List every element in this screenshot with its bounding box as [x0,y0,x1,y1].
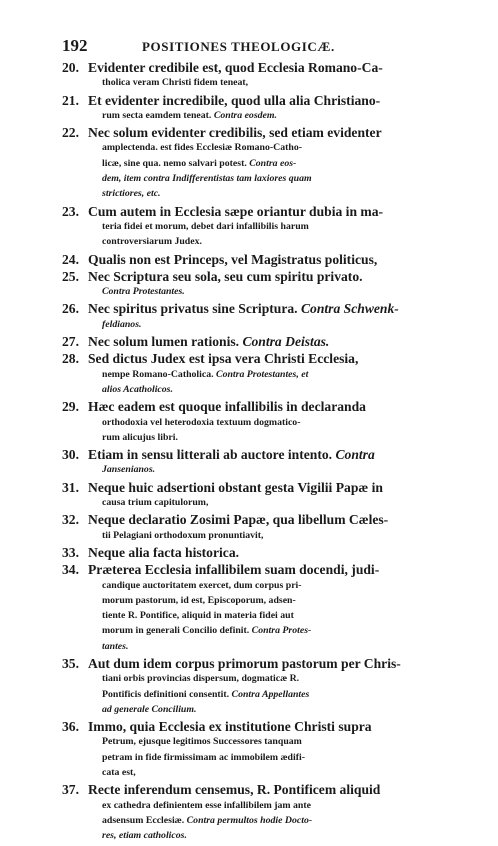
text-line [88,252,454,267]
italic-text: Contra Schwenk- [300,301,399,317]
text-line [88,60,454,75]
body-text: Recte inferendum censemus, R. Pontificem aliquid [88,782,381,798]
text-line [88,578,454,593]
thesis-text [88,269,454,300]
body-text: Nec spiritus privatus sine Scriptura. [88,301,301,317]
thesis-number: 29. [62,399,79,415]
text-line [88,75,454,90]
italic-text: strictiores, etc. [102,188,161,200]
text-line [88,719,454,734]
thesis-number: 27. [62,334,79,350]
thesis-number: 35. [62,655,79,671]
italic-text: feldianos. [102,318,142,330]
body-text: Neque alia facta historica. [88,544,240,560]
text-line [88,623,454,638]
body-text: ex cathedra definientem esse infallibilem jam ante [102,799,311,811]
body-text: Qualis non est Princeps, vel Magistratus politicus, [88,251,378,267]
italic-text: ad generale Concilium. [102,703,197,715]
text-line [88,462,454,477]
thesis-item [62,399,454,445]
text-line [88,512,454,527]
italic-text: res, etiam catholicos. [102,830,187,842]
body-text: orthodoxia vel heterodoxia textuum dogmatico- [102,416,301,428]
thesis-item [62,60,454,91]
text-line [88,367,454,382]
italic-text: Contra Protes- [251,625,312,637]
body-text: rum secta eamdem teneat. [102,109,214,121]
thesis-text [88,334,454,349]
thesis-text [88,399,454,445]
body-text: rum alicujus libri. [102,431,178,443]
body-text: controversiarum Judex. [102,236,202,248]
thesis-item [62,562,454,654]
body-text: Cum autem in Ecclesia sæpe oriantur dubia in ma- [88,203,384,219]
text-line [88,351,454,366]
text-line [88,734,454,749]
text-line [88,284,454,299]
thesis-text [88,545,454,560]
body-text: Evidenter credibile est, quod Ecclesia Romano-Ca- [88,60,383,75]
thesis-item [62,782,454,843]
thesis-item [62,512,454,543]
body-text: Hæc eadem est quoque infallibilis in declaranda [88,399,366,415]
text-line [88,219,454,234]
text-line [88,702,454,717]
thesis-item [62,719,454,780]
text-line [88,593,454,608]
thesis-text [88,60,454,91]
thesis-text [88,301,454,332]
body-text: Nec solum evidenter credibilis, sed etiam evidenter [88,125,382,141]
italic-text: Contra eosdem. [213,109,277,121]
thesis-text [88,719,454,780]
thesis-item [62,334,454,349]
body-text: nempe Romano-Catholica. [102,368,217,380]
thesis-number: 22. [62,125,79,141]
body-text: tii Pelagiani orthodoxum pronuntiavit, [102,529,264,541]
body-text: tiani orbis provincias dispersum, dogmaticæ R. [102,673,300,685]
body-text: teria fidei et morum, debet dari infallibilis harum [102,220,309,232]
text-line [88,171,454,186]
thesis-item [62,252,454,267]
thesis-text [88,351,454,397]
thesis-number: 33. [62,544,79,560]
text-line [88,334,454,349]
text-line [88,765,454,780]
italic-text: Contra Protestantes, et [216,368,309,380]
thesis-text [88,562,454,654]
thesis-text [88,204,454,250]
thesis-number: 36. [62,719,79,735]
thesis-number: 32. [62,512,79,528]
body-text: amplectenda. est fides Ecclesiæ Romano-Catho- [102,142,302,154]
body-text: morum in generali Concilio definit. [102,625,252,637]
thesis-number: 25. [62,268,79,284]
thesis-number: 37. [62,782,79,798]
text-line [88,608,454,623]
text-line [88,108,454,123]
text-line [88,656,454,671]
thesis-text [88,125,454,201]
italic-text: Contra Protestantes. [102,286,185,298]
text-line [88,399,454,414]
text-line [88,671,454,686]
body-text: cata est, [102,767,136,779]
thesis-item [62,447,454,478]
text-line [88,782,454,797]
thesis-item [62,125,454,201]
thesis-list [62,60,454,846]
italic-text: Contra Deistas. [242,334,330,350]
text-line [88,382,454,397]
thesis-item [62,301,454,332]
thesis-item [62,351,454,397]
text-line [88,93,454,108]
thesis-number: 21. [62,92,79,108]
body-text: candique auctoritatem exercet, dum corpus pri- [102,579,302,591]
text-line [88,140,454,155]
text-line [88,562,454,577]
page-header [62,36,452,56]
thesis-text [88,93,454,124]
text-line [88,301,454,316]
text-line [88,186,454,201]
thesis-number: 23. [62,203,79,219]
thesis-text [88,447,454,478]
running-title: POSITIONES THEOLOGICÆ. [142,39,335,54]
body-text: Immo, quia Ecclesia ex institutione Christi supra [88,719,372,735]
text-line [88,430,454,445]
text-line [88,125,454,140]
thesis-item [62,656,454,717]
body-text: Etiam in sensu litterali ab auctore intento. [88,447,336,463]
body-text: Nec Scriptura seu sola, seu cum spiritu privato. [88,268,363,284]
page-number: 192 [62,36,88,55]
body-text: adsensum Ecclesiæ. [102,814,187,826]
text-line [88,495,454,510]
text-line [88,156,454,171]
text-line [88,639,454,654]
italic-text: alios Acatholicos. [102,383,173,395]
text-line [88,813,454,828]
text-line [88,317,454,332]
thesis-text [88,782,454,843]
body-text: licæ, sine qua. nemo salvari potest. [102,157,250,169]
text-line [88,234,454,249]
thesis-item [62,269,454,300]
thesis-text [88,252,454,267]
text-line [88,750,454,765]
thesis-text [88,656,454,717]
body-text: morum pastorum, id est, Episcoporum, adsen- [102,594,296,606]
text-line [88,545,454,560]
thesis-number: 34. [62,562,79,578]
body-text: Petrum, ejusque legitimos Successores tanquam [102,736,302,748]
text-line [88,528,454,543]
body-text: Aut dum idem corpus primorum pastorum per Chris- [88,655,401,671]
thesis-number: 20. [62,60,79,75]
thesis-number: 24. [62,251,79,267]
text-line [88,687,454,702]
body-text: Nec solum lumen rationis. [88,334,243,350]
body-text: tholica veram Christi fidem teneat, [102,77,249,89]
body-text: petram in fide firmissimam ac immobilem ædifi- [102,751,305,763]
body-text: Pontificis definitioni consentit. [102,688,232,700]
body-text: Sed dictus Judex est ipsa vera Christi Ecclesia, [88,351,359,367]
body-text: Neque declaratio Zosimi Papæ, qua libellum Cæles- [88,512,389,528]
thesis-number: 30. [62,447,79,463]
thesis-item [62,545,454,560]
text-line [88,828,454,843]
thesis-item [62,93,454,124]
text-line [88,447,454,462]
body-text: causa trium capitulorum, [102,497,209,509]
thesis-text [88,512,454,543]
thesis-text [88,480,454,511]
body-text: Præterea Ecclesia infallibilem suam docendi, judi- [88,562,380,578]
thesis-number: 31. [62,479,79,495]
italic-text: Contra permultos hodie Docto- [186,814,313,826]
italic-text: dem, item contra Indifferentistas tam laxiores quam [102,173,312,185]
thesis-number: 28. [62,351,79,367]
text-line [88,269,454,284]
body-text: Et evidenter incredibile, quod ulla alia Christiano- [88,92,381,108]
italic-text: tantes. [102,640,129,652]
italic-text: Contra Appellantes [231,688,310,700]
italic-text: Contra [335,447,375,463]
text-line [88,204,454,219]
text-line [88,480,454,495]
italic-text: Contra eos- [249,157,297,169]
text-line [88,415,454,430]
body-text: Neque huic adsertioni obstant gesta Vigilii Papæ in [88,479,383,495]
body-text: tiente R. Pontifice, aliquid in materia fidei aut [102,610,294,622]
thesis-item [62,480,454,511]
thesis-item [62,204,454,250]
thesis-number: 26. [62,301,79,317]
italic-text: Jansenianos. [102,464,156,476]
